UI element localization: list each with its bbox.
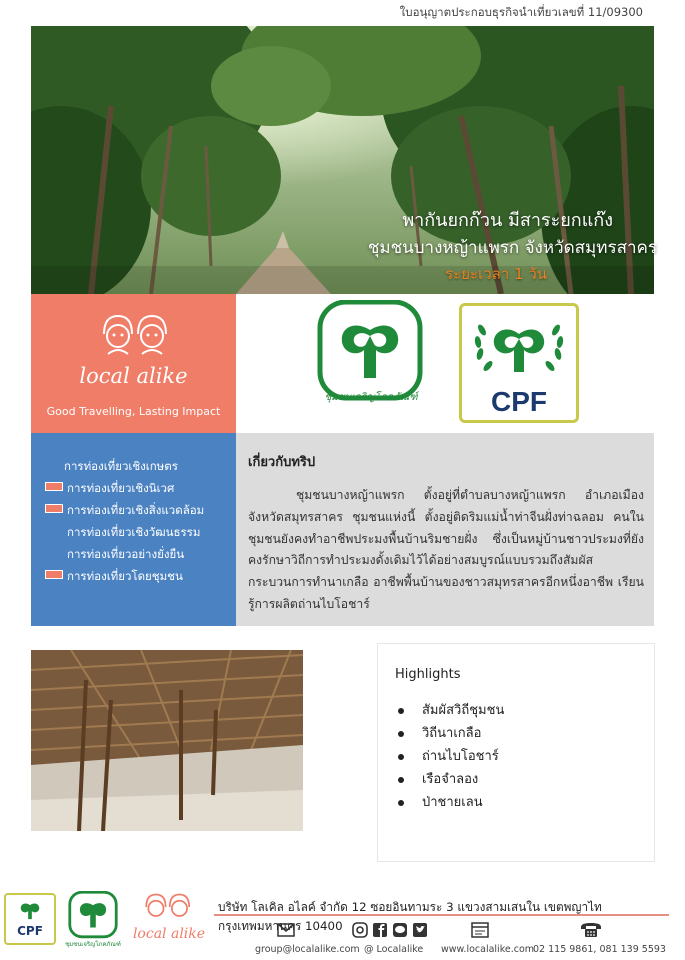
list-item: สัมผัสวิถีชุมชน (398, 699, 504, 722)
tour-type-menu (31, 433, 236, 626)
brand-name: local alike (79, 364, 188, 388)
company-address: บริษัท โลเคิล อไลค์ จำกัด 12 ซอยอินทามระ 3 แขวงสามเสนใน เขตพญาไท กรุงเทพมหานคร 10400 (218, 900, 602, 933)
about-body: ชุมชนบางหญ้าแพรก ตั้งอยู่ที่ตำบลบางหญ้าแพรก อำเภอเมือง จังหวัดสมุทรสาคร ชุมชนแห่งนี้ ตั้งอยู่ติดริมแม่น้ำท่าจีนฝั่งท่าฉลอม คนในชุมชนยังคงทำอาชีพประมงพื้นบ้านริมชายฝั่ง ซึ่งเป็นหมู่บ้านชาวประมงที่ยังคงรักษาวิถีการทำประมงดั้งเดิมไว้ได้อย่างสมบูรณ์แบบรวมถึงสัมผัสกระบวนการทำนาเกลือ อาชีพพื้นบ้านของชาวสมุทรสาครอีกหนึ่งอาชีพ เรียนรู้การผลิตถ่านไบโอชาร์ (248, 488, 644, 611)
footer-divider (214, 914, 669, 916)
footer-brand-name: local alike (132, 926, 206, 942)
phone-icon (580, 922, 602, 938)
instagram-icon (353, 923, 367, 937)
menu-item-environment[interactable]: การท่องเที่ยวเชิงสิ่งแวดล้อม (45, 502, 204, 520)
social-handle[interactable]: @ Localalike (364, 944, 424, 955)
selected-arrow-icon (45, 482, 63, 491)
highlights-title: Highlights (395, 667, 461, 682)
brand-tagline: Good Travelling, Lasting Impact (46, 405, 221, 418)
menu-item-culture[interactable]: การท่องเที่ยวเชิงวัฒนธรรม (67, 525, 201, 539)
selected-arrow-icon (45, 504, 63, 513)
local-alike-mascot-icon (98, 308, 170, 360)
about-title: เกี่ยวกับทริป (248, 455, 316, 470)
menu-item-eco[interactable]: การท่องเที่ยวเชิงนิเวศ (45, 480, 174, 498)
salt-barn-photo (31, 650, 303, 831)
cpf-logo (459, 303, 579, 423)
hero-title: พากันยกก๊วน มีสาระยกแก๊ง (402, 210, 613, 231)
website-link[interactable]: www.localalike.com (441, 944, 535, 955)
hero-subtitle: ชุมชนบางหญ้าแพรก จังหวัดสมุทรสาคร (367, 238, 657, 258)
footer-mascot-icon (140, 889, 194, 925)
sponsor-logos (236, 294, 654, 433)
list-item: ป่าชายเลน (398, 791, 504, 814)
phone-numbers[interactable]: 02 115 9861, 081 139 5593 (533, 944, 666, 955)
list-item: วิถีนาเกลือ (398, 722, 504, 745)
footer-cpf-logo (4, 893, 56, 945)
footer-cp-caption: ชุมชนเจริญโภคภัณฑ์ (65, 941, 121, 948)
hero-duration: ระยะเวลา 1 วัน (445, 265, 547, 283)
highlights-panel (377, 643, 655, 862)
about-trip-panel (236, 433, 654, 626)
footer-cp-logo-icon (67, 891, 119, 939)
list-item: ถ่านไบโอชาร์ (398, 745, 504, 768)
selected-arrow-icon (45, 570, 63, 579)
website-icon (471, 922, 489, 938)
cp-logo-caption: ชุมชนเจริญโภคภัณฑ์ (324, 392, 418, 403)
highlights-list (398, 699, 504, 814)
license-number: ใบอนุญาตประกอบธุรกิจนำเที่ยวเลขที่ 11/09300 (399, 5, 643, 19)
cpf-emblem-icon (470, 312, 568, 382)
footer-cpf-text: CPF (17, 924, 43, 938)
list-item: เรือจำลอง (398, 768, 504, 791)
email-link[interactable]: group@localalike.com (255, 944, 360, 955)
brand-panel (31, 294, 236, 433)
social-icons (352, 922, 428, 942)
email-icon (277, 922, 295, 938)
cpf-emblem-icon (12, 897, 48, 923)
cp-logo-icon (314, 300, 426, 402)
menu-item-agro[interactable]: การท่องเที่ยวเชิงเกษตร (64, 459, 178, 473)
menu-item-community[interactable]: การท่องเที่ยวโดยชุมชน (45, 568, 183, 586)
cpf-logo-text: CPF (491, 386, 547, 417)
menu-item-sustainable[interactable]: การท่องเที่ยวอย่างยั่งยืน (67, 547, 185, 561)
